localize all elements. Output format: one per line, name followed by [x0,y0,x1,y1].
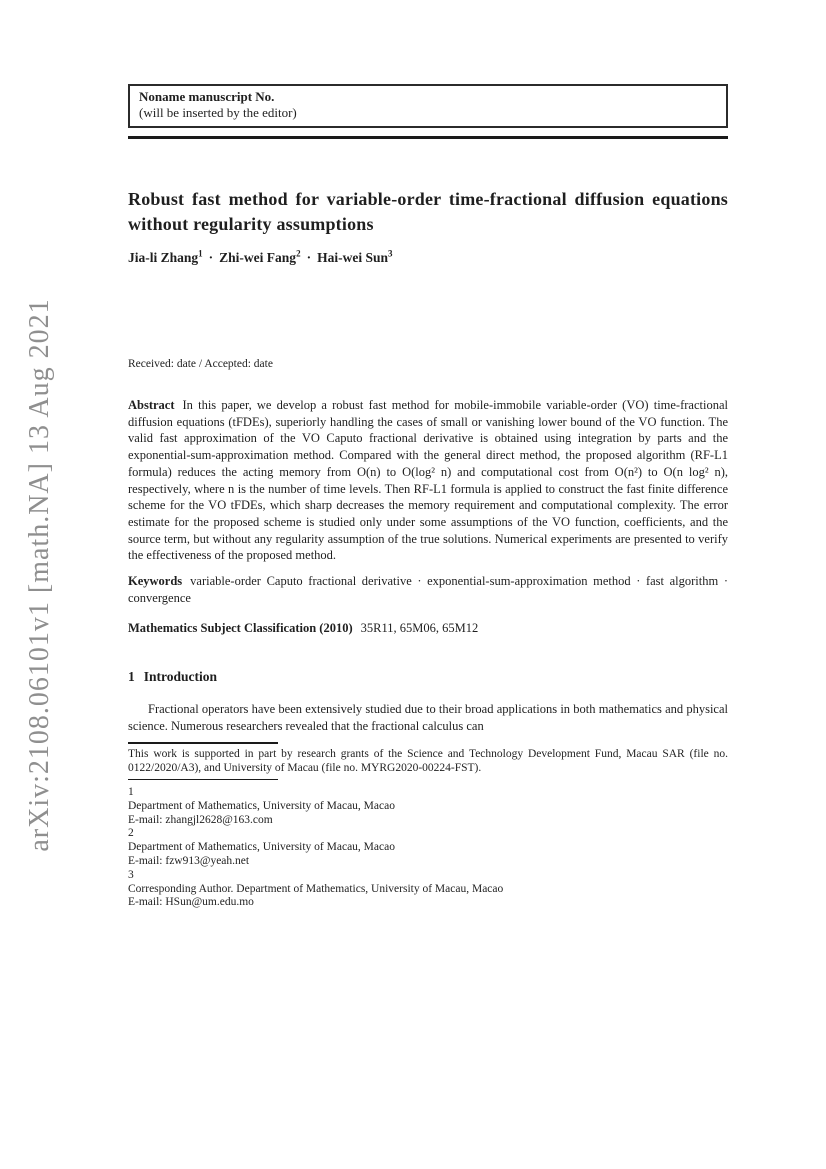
section-number: 1 [128,669,135,685]
affiliations-list [128,786,728,910]
affiliation-entry [128,827,728,868]
header-divider-rule [128,136,728,139]
affiliation-text: Department of Mathematics, University of Macau, Macao [128,799,395,812]
abstract-text: In this paper, we develop a robust fast method for mobile-immobile variable-order (VO) time-fractional diffusion equations (tFDEs), superiorly handling the cases of small or vanishing lower bound of the VO function. The valid fast approximation of the VO Caputo fractional derivative is obtained using integration by parts and the exponential-sum-approximation method. Compared with the general direct method, the proposed algorithm (RF-L1 formula) reduces the acting memory from O(n) to O(log² n) and computational cost from O(n²) to O(n log² n), respectively, where n is the number of time levels. Then RF-L1 formula is applied to construct the fast finite difference scheme for the VO tFDEs, which sharp decreases the memory requirement and computational complexity. The error estimate for the proposed scheme is studied only under some assumptions of the VO function, coefficients, and the source term, but without any regularity assumption of the true solutions. Numerical experiments are presented to verify the effectiveness of the proposed method. [128,398,728,563]
affiliation-email: E-mail: fzw913@yeah.net [128,855,250,868]
footnote-rule-bottom [128,779,278,781]
author-separator: · [306,250,312,265]
msc-label: Mathematics Subject Classification (2010) [128,621,353,636]
abstract-block [128,397,728,564]
paper-title: Robust fast method for variable-order time-fractional diffusion equations without regularity assumptions [128,189,728,234]
affiliation-entry [128,869,728,910]
affiliation-mark: 1 [128,786,134,799]
affiliation-entry [128,786,728,827]
msc-block [128,620,728,637]
keywords-block [128,573,728,607]
section-title: Introduction [143,669,218,685]
author-affiliation-mark: 2 [296,248,301,259]
msc-codes: 35R11, 65M06, 65M12 [360,621,479,636]
affiliation-mark: 2 [128,827,134,840]
paper-content-column [128,0,728,910]
author-affiliation-mark: 1 [198,248,203,259]
affiliation-mark: 3 [128,868,134,881]
affiliation-text: Department of Mathematics, University of Macau, Macao [128,841,395,854]
author-name: Zhi-wei Fang$^2$ [219,248,301,265]
section-heading-introduction [128,669,728,685]
author-name: Hai-wei Sun$^3$ [317,248,393,265]
editor-note-line: (will be inserted by the editor) [139,105,297,120]
authors-line [128,250,728,266]
keywords-label: Keywords [128,574,183,589]
keywords-text: variable-order Caputo fractional derivative · exponential-sum-approximation method · fast algorithm · convergence [128,574,728,606]
author-affiliation-mark: 3 [387,248,393,259]
funding-note: This work is supported in part by research grants of the Science and Technology Development Fund, Macau SAR (file no. 0122/2020/A3), and University of Macau (file no. MYRG2020-00224-FST). [128,747,728,774]
abstract-label: Abstract [128,398,175,412]
received-accepted-line: Received: date / Accepted: date [128,358,273,370]
affiliation-email: E-mail: zhangjl2628@163.com [128,813,273,826]
footnote-rule-top [128,742,278,744]
affiliation-email: E-mail: HSun@um.edu.mo [128,896,254,909]
author-name: Jia-li Zhang$^1$ [128,248,203,265]
author-separator: · [208,250,214,265]
arxiv-watermark: arXiv:2108.06101v1 [math.NA] 13 Aug 2021 [24,298,55,852]
manuscript-number-line: Noname manuscript No. [139,89,275,104]
intro-paragraph: Fractional operators have been extensively studied due to their broad applications in both mathematics and physical science. Numerous researchers revealed that the fractional calculus can [128,702,728,734]
journal-header-box [128,84,728,128]
affiliation-text: Corresponding Author. Department of Mathematics, University of Macau, Macao [128,882,504,895]
